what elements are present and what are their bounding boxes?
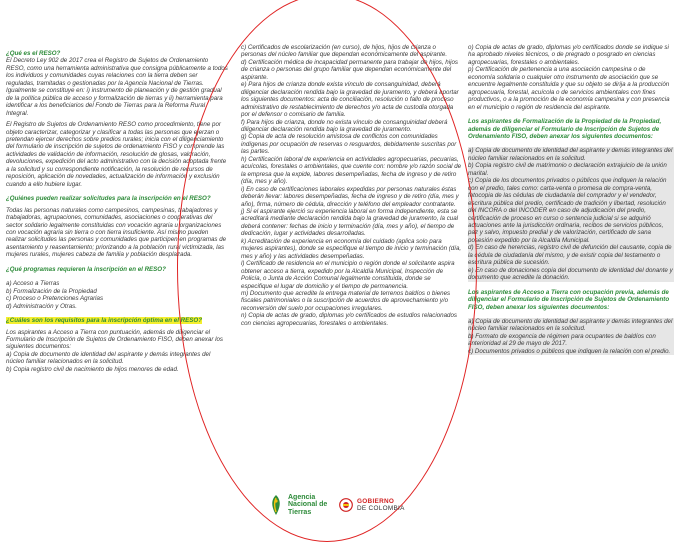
list-item: p) Certificación de pertenencia a una asociación campesina o de economía solidaria o cualquier otro instrumento de asociación que se encuentre legalmente constituida y que su objeto se dirija a la producción agropecuaria, forestal, acuícola o de servicios ambientales con fines productivos, o a la promoción de la economía campesina y con presencia en el municipio o región de residencia del aspirante. [468,66,670,111]
list-item: g) Copia de acta de resolución amistosa de conflictos con comunidades indígenas por ocupación de reservas o resguardos, debidamente suscritas por las partes. [241,133,457,156]
agencia-nacional-tierras-logo [268,494,327,516]
list-item: j) Si el aspirante ejerció su experiencia laboral en forma independiente, esta se acreditará mediante declaración rendida bajo la gravedad de juramento, la cual deberá contener: fechas de inicio y terminación (día, mes y año), el tiempo de dedicación, lugar y actividades desarrolladas. [241,207,459,238]
agency-name [288,494,327,516]
list-item: d) Administración y Otras. [6,302,77,310]
list-item: c) Proceso o Pretenciones Agrarias [6,295,104,303]
middle-column [241,44,463,327]
heading-quienes: ¿Quiénes pueden realizar solicitudes para la inscripción en el RESO? [6,195,211,203]
list-item: l) Certificado de residencia en el municipio o región donde el solicitante aspira obtener acceso a tierra, expedido por la Alcaldía Municipal, Inspección de Policía, o Junta de Acción Comunal legalmente constituida, donde se especifique el lugar de domicilio y el tiempo de permanencia. [241,260,455,290]
heading-programas: ¿Qué programas requieren la inscripción en el RESO? [6,265,166,273]
paragraph-decreto: El Decreto Ley 902 de 2017 crea el Registro de Sujetos de Ordenamiento RESO, como una herramienta administrativa que consigna públicamente a todos los individuos y comunidades cuyas relaciones con la tierra deben ser reguladas, tramitadas o gestionadas por la Agencia Nacional de Tierras. Igualmente se constituye en: i) instrumento de planeación y de gestión gradual de la política pública de acceso y formalización de tierras y ii) herramienta para identificar a los beneficiarios del Fondo de Tierras para la Reforma Rural Integral. [6,57,228,117]
list-item: a) Copia de documento de identidad del aspirante y demás integrantes del núcleo familiar relacionados en la solicitud. [468,147,673,162]
shaded-requirements-box [468,147,674,281]
requirement-b: b) Copia registro civil de nacimiento de hijos menores de edad. [6,365,179,373]
list-item: m) Documento que acredite la entrega material de terrenos baldíos o bienes fiscales patrimoniales o la suscripción de acuerdos de aprovechamiento y/o reconversión del suelo por ocupaciones irregulares. [241,289,451,312]
gobierno-colombia-logo [339,498,405,512]
list-item: c) Documentos privados o públicos que indiquen la relación con el predio. [468,347,671,355]
heading-que-es-reso: ¿Qué es el RESO? [6,50,61,57]
list-item: f) Para hijos de crianza, donde no exista vínculo de consanguinidad deberá diligenciar declaración rendida bajo la gravedad de juramento. [241,118,448,133]
list-item: k) Acreditación de experiencia en economía del cuidado (aplica solo para mujeres aspirantes), donde se especifique el tiempo de inicio y terminación (día, mes y año) y las actividades desempeñadas. [241,237,462,260]
agency-name-line: Tierras [288,508,312,516]
shaded-requirements-box-2 [468,318,674,355]
right-column [468,44,674,355]
list-item: a) Copia de documento de identidad del aspirante y demás integrantes del núcleo familiar relacionados en la solicitud. [468,317,673,333]
list-item: o) Copia de actas de grado, diplomas y/o certificados donde se indique si ha aprobado niveles técnicos, o de pregrado o posgrado en ciencias agropecuarias, forestales o ambientales. [468,44,669,66]
list-item: e) En caso de donaciones copia del documento de identidad del donante y documento que acredite la donación. [468,266,673,282]
list-item: b) Copia registro civil de matrimonio o declaración extrajuicio de la unión marital. [468,162,667,177]
heading-acceso-ocupacion: Los aspirantes de Acceso a Tierra con ocupación previa, además de diligenciar el Formulario de Inscripción de Sujetos de Ordenamiento FISO, deben anexar los siguientes documentos: [468,288,670,311]
requirement-a: a) Copia de documento de identidad del aspirante y demás integrantes del núcleo familiar relacionados en la solicitud. [6,350,211,366]
list-item: n) Copia de actas de grado, diplomas y/o certificados de estudios relacionados con ciencias agropecuarias, forestales o ambientales. [241,312,458,327]
government-name [357,498,405,512]
paragraph-personas: Todas las personas naturales como campesinos, campesinas, trabajadores y trabajadoras, agrupaciones, comunidades, asociaciones o cooperativas del sector solidario legalmente constituidas con vocación agraria u organizaciones con vocación agraria sin tierra o con tierra insuficiente. Así mismo pueden realizar solicitudes las personas y comunidades que participen en programas de asentamiento y reasentamiento; priorizando a la población rural victimizada, las mujeres rurales, mujeres cabeza de familia y población desplazada. [6,206,227,259]
paragraph-registro: El Registro de Sujetos de Ordenamiento RESO como procedimiento, tiene por objeto caracterizar, categorizar y clasificar a todas las personas que ejerzan o pretendan ejercer derechos sobre predios rurales; inicia con el diligenciamiento del formulario de inscripción de sujetos de ordenamiento FISO y comprende las actividades de validación de información, resolución de glosas, valoración, devoluciones, expedición del acto administrativo con la decisión adoptada frente a la solicitud y su correspondiente notificación, la resolución de recursos de reposición, aplicación de novedades, actualización de información y exclusión cuando a ello hubiere lugar. [6,121,227,188]
list-item: i) En caso de certificaciones laborales expedidas por personas naturales éstas deberán llevar: labores desempeñadas, fecha de ingreso y de retiro (día, mes y año), firma, número de cédula, dirección y teléfono del empleador contratante. [241,185,459,208]
list-item: c) Certificados de escolarización (en curso), de hijos, hijos de crianza o personas del núcleo familiar que dependan económicamente del aspirante. [241,44,448,59]
heading-formalizacion: Los aspirantes de Formalización de la Propiedad de la Propiedad, además de diligenciar el Formulario de Inscripción de Sujetos de Ordenamiento FISO, deben anexar los siguientes documentos: [468,118,662,140]
list-item: c) Copia de los documentos privados o públicos que indiquen la relación con el predio, tales como: carta-venta o promesa de compra-venta, fotocopia de las cédulas de ciudadanía del comprador y el vendedor, escritura pública del predio, certificado de tradición y libertad, resolución del INCORA o del INCODER en caso de adjudicación del predio, certificación de proceso en curso o sentencia judicial si se adquirió actuaciones ante la jurisdicción ordinaria, recibos de servicios públicos, paz y salvo, impuesto predial y de valorización, certificado de sana posesión expedido por la Alcaldía Municipal. [468,177,667,244]
paragraph-aspirantes: Los aspirantes a Acceso a Tierra con puntuación, además de diligenciar el Formulario de Inscripción de Sujetos de Ordenamiento FISO, deben anexar los siguientes documentos: [6,328,224,351]
government-seal-icon [339,498,353,512]
agency-name-line: Nacional de [288,501,328,509]
agency-leaf-icon [268,494,284,516]
list-item: e) Para hijos de crianza donde exista vínculo de consanguinidad, deberá diligenciar declaración rendida bajo la gravedad de juramento, y deberá aportar los siguientes documentos: acta de conciliación, resolución o fallo de proceso administrativo de restablecimiento de derechos y/o acta de custodia otorgada por el defensor o comisario de familia. [241,81,459,119]
government-name-line: GOBIERNO [357,498,395,505]
list-item: b) Formato de exogencia de régimen para ocupantes de baldíos con anterioridad al 29 de mayo de 2017. [468,332,656,348]
government-name-line: DE COLOMBIA [357,505,405,512]
heading-requisitos [6,317,228,324]
left-column [6,50,228,373]
list-item: h) Certificación laboral de experiencia en actividades agropecuarias, pecuarias, acuícolas, forestales o ambientales, que cuente con: nombre y/o razón social de la empresa que la expide, labores desempeñadas, fecha de ingreso y de retiro (día, mes y año). [241,155,462,186]
agency-name-line: Agencia [288,494,316,502]
highlighted-heading: ¿Cuáles son los requisitos para la inscripción óptima en el RESO? [6,317,202,325]
list-item: b) Formalización de la Propiedad [6,287,97,295]
list-item: a) Acceso a Tierras [6,280,60,288]
list-item: d) En caso de herencias, registro civil de defunción del causante, copia de la cédula de ciudadanía del mismo, y de existir copia del testamento o escritura pública de sucesión. [468,244,672,267]
list-item: d) Certificación médica de incapacidad permanente para trabajar de hijos, hijos de crianza o personas del grupo familiar que dependan económicamente del aspirante. [241,58,459,81]
